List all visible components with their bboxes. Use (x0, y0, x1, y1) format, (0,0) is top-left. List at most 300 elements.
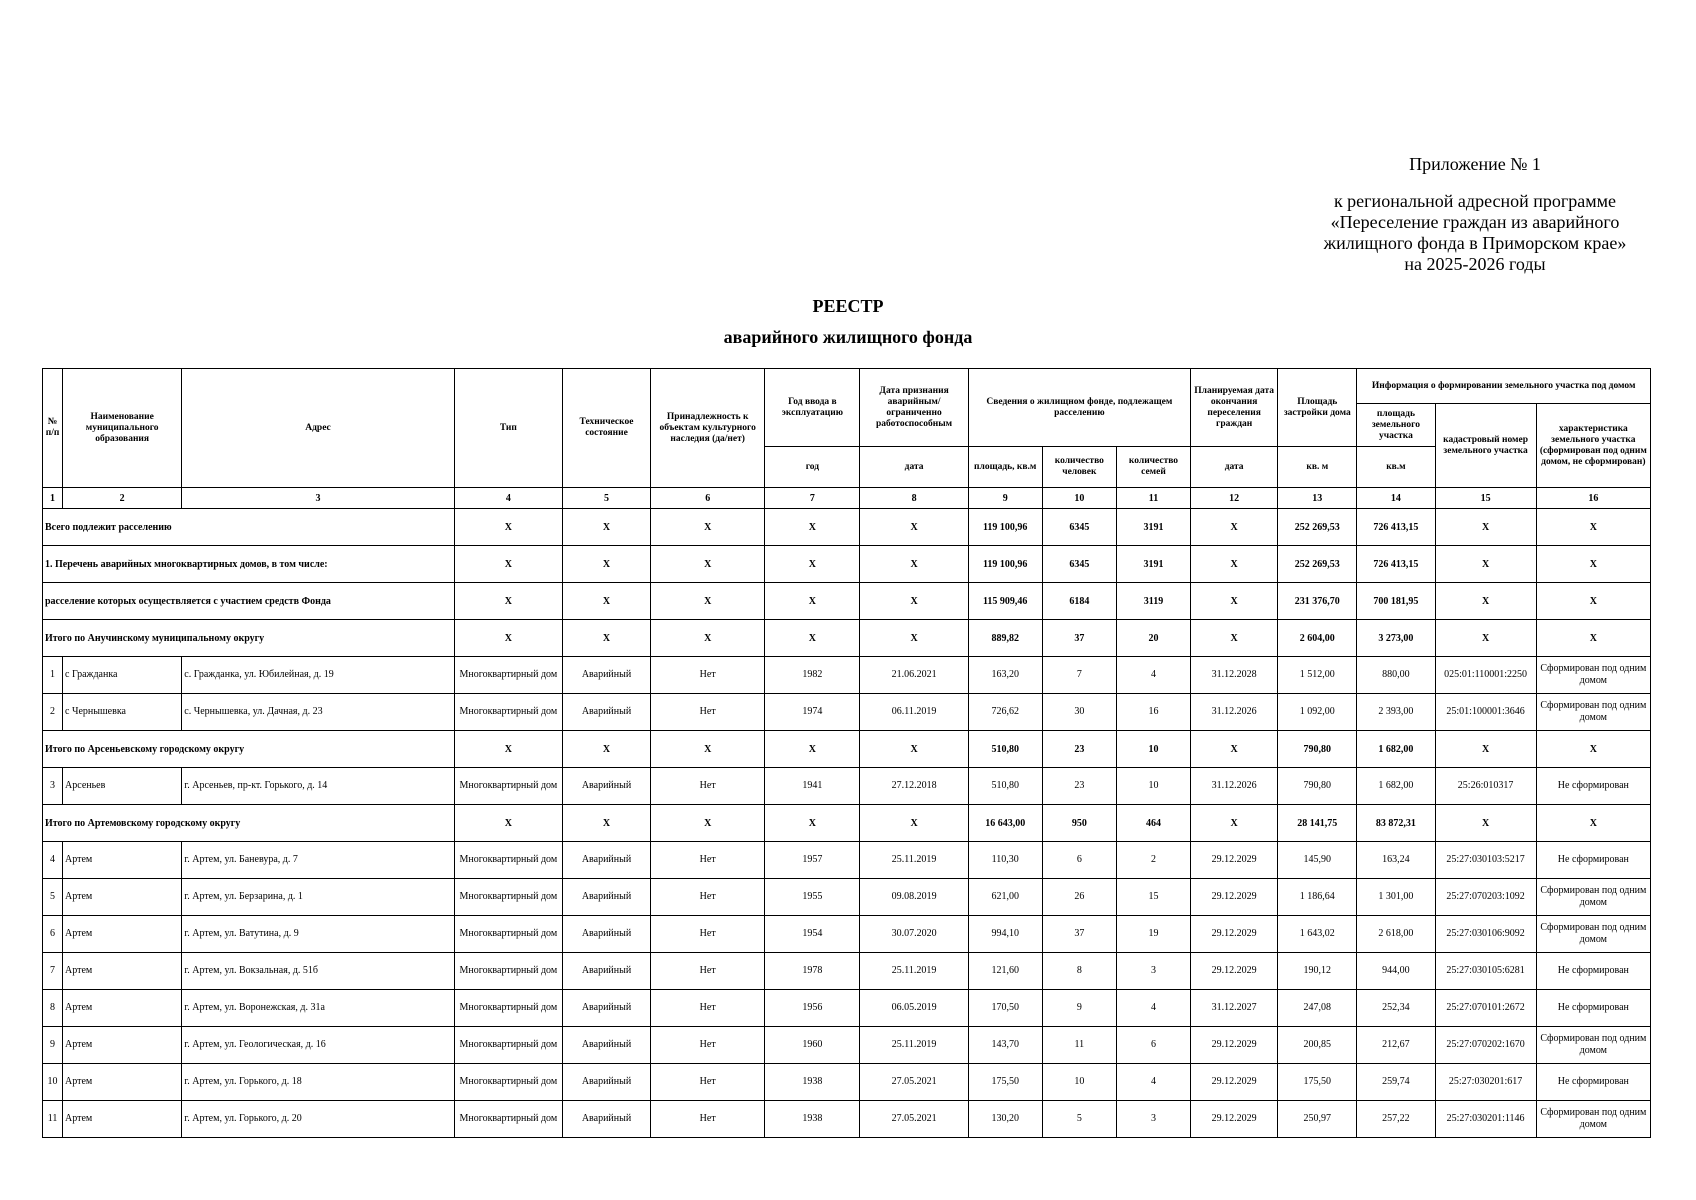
address-cell: г. Артем, ул. Ватутина, д. 9 (182, 916, 455, 953)
land-char-cell: Не сформирован (1536, 1064, 1650, 1101)
cell: X (651, 509, 765, 546)
cell: 950 (1042, 805, 1116, 842)
cell: 700 181,95 (1357, 583, 1435, 620)
build-area-cell: 1 186,64 (1278, 879, 1357, 916)
people-cell: 37 (1042, 916, 1116, 953)
land-area-cell: 259,74 (1357, 1064, 1435, 1101)
row-number: 10 (43, 1064, 63, 1101)
build-area-cell: 250,97 (1278, 1101, 1357, 1138)
column-number: 2 (63, 488, 182, 509)
families-cell: 3 (1116, 1101, 1190, 1138)
address-cell: г. Арсеньев, пр-кт. Горького, д. 14 (182, 768, 455, 805)
cell: X (454, 583, 562, 620)
column-number: 7 (765, 488, 860, 509)
cell: X (562, 509, 650, 546)
address-cell: г. Артем, ул. Воронежская, д. 31а (182, 990, 455, 1027)
type-cell: Многоквартирный дом (454, 1101, 562, 1138)
cell: X (1191, 509, 1278, 546)
build-area-cell: 175,50 (1278, 1064, 1357, 1101)
row-number: 7 (43, 953, 63, 990)
cell: X (651, 620, 765, 657)
cadastral-cell: 25:27:030105:6281 (1435, 953, 1536, 990)
cell: X (860, 509, 968, 546)
cell: X (562, 583, 650, 620)
area-cell: 994,10 (968, 916, 1042, 953)
families-cell: 4 (1116, 657, 1190, 694)
year-cell: 1982 (765, 657, 860, 694)
cell: 115 909,46 (968, 583, 1042, 620)
cell: X (562, 731, 650, 768)
heritage-cell: Нет (651, 1101, 765, 1138)
column-number: 16 (1536, 488, 1650, 509)
column-number: 15 (1435, 488, 1536, 509)
cell: X (651, 546, 765, 583)
column-number: 12 (1191, 488, 1278, 509)
cell: 3 273,00 (1357, 620, 1435, 657)
state-cell: Аварийный (562, 953, 650, 990)
column-number: 4 (454, 488, 562, 509)
heritage-cell: Нет (651, 953, 765, 990)
header-tech-state: Техническое состояние (562, 369, 650, 488)
state-cell: Аварийный (562, 1064, 650, 1101)
year-cell: 1960 (765, 1027, 860, 1064)
cell: 231 376,70 (1278, 583, 1357, 620)
table-row (43, 694, 1651, 731)
cell: 83 872,31 (1357, 805, 1435, 842)
year-cell: 1938 (765, 1064, 860, 1101)
column-number: 10 (1042, 488, 1116, 509)
planned-date-cell: 29.12.2029 (1191, 916, 1278, 953)
header-planned-date: Планируемая дата окончания переселения граждан (1191, 369, 1278, 447)
cell: 6184 (1042, 583, 1116, 620)
column-number: 1 (43, 488, 63, 509)
cell: 2 604,00 (1278, 620, 1357, 657)
cell: 510,80 (968, 731, 1042, 768)
cell: X (651, 805, 765, 842)
type-cell: Многоквартирный дом (454, 657, 562, 694)
cadastral-cell: 25:27:030201:1146 (1435, 1101, 1536, 1138)
cell: X (765, 620, 860, 657)
heritage-cell: Нет (651, 842, 765, 879)
families-cell: 19 (1116, 916, 1190, 953)
row-number: 2 (43, 694, 63, 731)
cell: X (1536, 805, 1650, 842)
header-unit-families: количество семей (1116, 447, 1190, 488)
municipality-cell: Арсеньев (63, 768, 182, 805)
municipality-cell: с Чернышевка (63, 694, 182, 731)
land-area-cell: 257,22 (1357, 1101, 1435, 1138)
header-unit-date: дата (860, 447, 968, 488)
area-cell: 163,20 (968, 657, 1042, 694)
cell: X (1536, 731, 1650, 768)
cadastral-cell: 25:27:030106:9092 (1435, 916, 1536, 953)
header-num: № п/п (43, 369, 63, 488)
cell: X (765, 805, 860, 842)
people-cell: 6 (1042, 842, 1116, 879)
land-area-cell: 2 618,00 (1357, 916, 1435, 953)
cell: X (1536, 583, 1650, 620)
header-unit-people: количество человек (1042, 447, 1116, 488)
heritage-cell: Нет (651, 879, 765, 916)
document-title: РЕЕСТР (812, 296, 884, 316)
municipality-cell: Артем (63, 916, 182, 953)
people-cell: 10 (1042, 1064, 1116, 1101)
row-number: 6 (43, 916, 63, 953)
cell: 464 (1116, 805, 1190, 842)
header-land-char: характеристика земельного участка (сформирован под одним домом, не сформирован) (1536, 404, 1650, 488)
cell: X (765, 583, 860, 620)
year-cell: 1957 (765, 842, 860, 879)
heritage-cell: Нет (651, 657, 765, 694)
build-area-cell: 790,80 (1278, 768, 1357, 805)
date-cell: 27.12.2018 (860, 768, 968, 805)
cell: X (1536, 509, 1650, 546)
column-number: 11 (1116, 488, 1190, 509)
families-cell: 15 (1116, 879, 1190, 916)
table-row (43, 916, 1651, 953)
land-area-cell: 2 393,00 (1357, 694, 1435, 731)
type-cell: Многоквартирный дом (454, 953, 562, 990)
build-area-cell: 1 643,02 (1278, 916, 1357, 953)
table-row (43, 768, 1651, 805)
land-char-cell: Не сформирован (1536, 768, 1650, 805)
type-cell: Многоквартирный дом (454, 1027, 562, 1064)
land-char-cell: Сформирован под одним домом (1536, 1101, 1650, 1138)
land-char-cell: Сформирован под одним домом (1536, 657, 1650, 694)
cell: 1 682,00 (1357, 731, 1435, 768)
planned-date-cell: 29.12.2029 (1191, 879, 1278, 916)
year-cell: 1956 (765, 990, 860, 1027)
summary-label: Итого по Артемовскому городскому округу (43, 805, 455, 842)
summary-row-list (43, 546, 1651, 583)
heritage-cell: Нет (651, 768, 765, 805)
cell: 252 269,53 (1278, 509, 1357, 546)
area-cell: 175,50 (968, 1064, 1042, 1101)
type-cell: Многоквартирный дом (454, 990, 562, 1027)
cell: X (860, 805, 968, 842)
cell: X (454, 509, 562, 546)
header-housing-info: Сведения о жилищном фонде, подлежащем расселению (968, 369, 1190, 447)
date-cell: 06.11.2019 (860, 694, 968, 731)
address-cell: с. Чернышевка, ул. Дачная, д. 23 (182, 694, 455, 731)
date-cell: 27.05.2021 (860, 1101, 968, 1138)
column-number: 14 (1357, 488, 1435, 509)
state-cell: Аварийный (562, 657, 650, 694)
cell: X (860, 620, 968, 657)
column-number: 9 (968, 488, 1042, 509)
type-cell: Многоквартирный дом (454, 694, 562, 731)
year-cell: 1954 (765, 916, 860, 953)
year-cell: 1941 (765, 768, 860, 805)
state-cell: Аварийный (562, 842, 650, 879)
cell: X (1191, 583, 1278, 620)
header-unit-year: год (765, 447, 860, 488)
appendix-line: «Переселение граждан из аварийного (1330, 212, 1620, 232)
land-char-cell: Не сформирован (1536, 842, 1650, 879)
summary-row-arsenyev (43, 731, 1651, 768)
summary-label: Всего подлежит расселению (43, 509, 455, 546)
table-row (43, 1027, 1651, 1064)
state-cell: Аварийный (562, 1101, 650, 1138)
heritage-cell: Нет (651, 1027, 765, 1064)
column-number: 6 (651, 488, 765, 509)
type-cell: Многоквартирный дом (454, 879, 562, 916)
families-cell: 6 (1116, 1027, 1190, 1064)
state-cell: Аварийный (562, 990, 650, 1027)
municipality-cell: Артем (63, 1101, 182, 1138)
municipality-cell: Артем (63, 842, 182, 879)
people-cell: 11 (1042, 1027, 1116, 1064)
year-cell: 1974 (765, 694, 860, 731)
state-cell: Аварийный (562, 879, 650, 916)
cell: X (1191, 805, 1278, 842)
year-cell: 1955 (765, 879, 860, 916)
cadastral-cell: 25:27:070202:1670 (1435, 1027, 1536, 1064)
cadastral-cell: 25:27:030103:5217 (1435, 842, 1536, 879)
heritage-cell: Нет (651, 694, 765, 731)
land-char-cell: Сформирован под одним домом (1536, 1027, 1650, 1064)
table-row (43, 990, 1651, 1027)
header-heritage: Принадлежность к объектам культурного наследия (да/нет) (651, 369, 765, 488)
cell: 6345 (1042, 546, 1116, 583)
land-area-cell: 163,24 (1357, 842, 1435, 879)
state-cell: Аварийный (562, 916, 650, 953)
heritage-cell: Нет (651, 990, 765, 1027)
area-cell: 510,80 (968, 768, 1042, 805)
header-address: Адрес (182, 369, 455, 488)
row-number: 1 (43, 657, 63, 694)
planned-date-cell: 29.12.2029 (1191, 1064, 1278, 1101)
type-cell: Многоквартирный дом (454, 842, 562, 879)
header-cadastral: кадастровый номер земельного участка (1435, 404, 1536, 488)
area-cell: 121,60 (968, 953, 1042, 990)
cell: 3191 (1116, 546, 1190, 583)
type-cell: Многоквартирный дом (454, 768, 562, 805)
column-number: 13 (1278, 488, 1357, 509)
state-cell: Аварийный (562, 1027, 650, 1064)
planned-date-cell: 29.12.2029 (1191, 953, 1278, 990)
header-year-built: Год ввода в эксплуатацию (765, 369, 860, 447)
cell: 726 413,15 (1357, 509, 1435, 546)
row-number: 9 (43, 1027, 63, 1064)
build-area-cell: 1 512,00 (1278, 657, 1357, 694)
planned-date-cell: 31.12.2026 (1191, 768, 1278, 805)
date-cell: 30.07.2020 (860, 916, 968, 953)
cell: X (1435, 620, 1536, 657)
header-land-area: площадь земельного участка (1357, 404, 1435, 447)
area-cell: 726,62 (968, 694, 1042, 731)
address-cell: г. Артем, ул. Горького, д. 18 (182, 1064, 455, 1101)
people-cell: 30 (1042, 694, 1116, 731)
land-area-cell: 212,67 (1357, 1027, 1435, 1064)
cell: X (651, 583, 765, 620)
land-area-cell: 944,00 (1357, 953, 1435, 990)
appendix-number: Приложение № 1 (1409, 154, 1541, 174)
municipality-cell: Артем (63, 879, 182, 916)
build-area-cell: 190,12 (1278, 953, 1357, 990)
cell: 23 (1042, 731, 1116, 768)
area-cell: 110,30 (968, 842, 1042, 879)
cell: X (651, 731, 765, 768)
summary-row-artem (43, 805, 1651, 842)
summary-row-total (43, 509, 1651, 546)
cell: X (562, 620, 650, 657)
families-cell: 10 (1116, 768, 1190, 805)
cell: X (1435, 805, 1536, 842)
cell: X (562, 546, 650, 583)
build-area-cell: 145,90 (1278, 842, 1357, 879)
cell: X (765, 546, 860, 583)
cadastral-cell: 25:26:010317 (1435, 768, 1536, 805)
people-cell: 5 (1042, 1101, 1116, 1138)
table-row (43, 879, 1651, 916)
cell: X (1536, 546, 1650, 583)
cell: 3191 (1116, 509, 1190, 546)
municipality-cell: Артем (63, 990, 182, 1027)
land-area-cell: 880,00 (1357, 657, 1435, 694)
cell: 119 100,96 (968, 546, 1042, 583)
header-municipality: Наименование муниципального образования (63, 369, 182, 488)
land-area-cell: 1 301,00 (1357, 879, 1435, 916)
cadastral-cell: 25:27:070101:2672 (1435, 990, 1536, 1027)
summary-row-fund (43, 583, 1651, 620)
address-cell: г. Артем, ул. Вокзальная, д. 51б (182, 953, 455, 990)
address-cell: г. Артем, ул. Баневура, д. 7 (182, 842, 455, 879)
address-cell: г. Артем, ул. Берзарина, д. 1 (182, 879, 455, 916)
cell: X (1435, 583, 1536, 620)
header-emergency-date: Дата признания аварийным/ ограниченно работоспособным (860, 369, 968, 447)
year-cell: 1938 (765, 1101, 860, 1138)
municipality-cell: Артем (63, 953, 182, 990)
registry-table (42, 368, 1651, 1138)
date-cell: 25.11.2019 (860, 1027, 968, 1064)
cadastral-cell: 025:01:110001:2250 (1435, 657, 1536, 694)
cell: 790,80 (1278, 731, 1357, 768)
people-cell: 26 (1042, 879, 1116, 916)
cell: X (1435, 731, 1536, 768)
type-cell: Многоквартирный дом (454, 916, 562, 953)
column-number: 5 (562, 488, 650, 509)
table-row (43, 1064, 1651, 1101)
planned-date-cell: 31.12.2027 (1191, 990, 1278, 1027)
land-char-cell: Сформирован под одним домом (1536, 916, 1650, 953)
land-char-cell: Не сформирован (1536, 953, 1650, 990)
address-cell: г. Артем, ул. Горького, д. 20 (182, 1101, 455, 1138)
planned-date-cell: 31.12.2026 (1191, 694, 1278, 731)
header-unit-kvm: кв. м (1278, 447, 1357, 488)
cell: X (1435, 546, 1536, 583)
appendix-line: на 2025-2026 годы (1404, 254, 1546, 274)
cell: X (454, 805, 562, 842)
cadastral-cell: 25:27:030201:617 (1435, 1064, 1536, 1101)
row-number: 3 (43, 768, 63, 805)
area-cell: 621,00 (968, 879, 1042, 916)
cell: X (454, 546, 562, 583)
date-cell: 09.08.2019 (860, 879, 968, 916)
row-number: 4 (43, 842, 63, 879)
appendix-line: жилищного фонда в Приморском крае» (1323, 233, 1627, 253)
date-cell: 21.06.2021 (860, 657, 968, 694)
land-char-cell: Сформирован под одним домом (1536, 879, 1650, 916)
address-cell: с. Гражданка, ул. Юбилейная, д. 19 (182, 657, 455, 694)
date-cell: 27.05.2021 (860, 1064, 968, 1101)
planned-date-cell: 29.12.2029 (1191, 842, 1278, 879)
cell: X (860, 546, 968, 583)
summary-label: Итого по Арсеньевскому городскому округу (43, 731, 455, 768)
table-row (43, 657, 1651, 694)
build-area-cell: 1 092,00 (1278, 694, 1357, 731)
column-numbers-row (43, 488, 1651, 509)
table-row (43, 953, 1651, 990)
cadastral-cell: 25:27:070203:1092 (1435, 879, 1536, 916)
table-row (43, 842, 1651, 879)
appendix-line: к региональной адресной программе (1333, 191, 1617, 211)
families-cell: 4 (1116, 990, 1190, 1027)
area-cell: 130,20 (968, 1101, 1042, 1138)
municipality-cell: Артем (63, 1064, 182, 1101)
header-unit-area: площадь, кв.м (968, 447, 1042, 488)
date-cell: 25.11.2019 (860, 842, 968, 879)
cell: X (454, 731, 562, 768)
cell: 889,82 (968, 620, 1042, 657)
cell: X (1435, 509, 1536, 546)
header-build-area: Площадь застройки дома (1278, 369, 1357, 447)
summary-label: 1. Перечень аварийных многоквартирных домов, в том числе: (43, 546, 455, 583)
cell: X (860, 731, 968, 768)
people-cell: 23 (1042, 768, 1116, 805)
cell: X (454, 620, 562, 657)
cell: 119 100,96 (968, 509, 1042, 546)
people-cell: 9 (1042, 990, 1116, 1027)
row-number: 8 (43, 990, 63, 1027)
cell: 252 269,53 (1278, 546, 1357, 583)
cell: 37 (1042, 620, 1116, 657)
row-number: 11 (43, 1101, 63, 1138)
municipality-cell: Артем (63, 1027, 182, 1064)
area-cell: 170,50 (968, 990, 1042, 1027)
document-subtitle: аварийного жилищного фонда (723, 327, 973, 347)
heritage-cell: Нет (651, 916, 765, 953)
cell: 20 (1116, 620, 1190, 657)
appendix-block (1290, 154, 1660, 275)
people-cell: 8 (1042, 953, 1116, 990)
summary-label: Итого по Анучинскому муниципальному округу (43, 620, 455, 657)
table-row (43, 1101, 1651, 1138)
people-cell: 7 (1042, 657, 1116, 694)
header-unit-date2: дата (1191, 447, 1278, 488)
cadastral-cell: 25:01:100001:3646 (1435, 694, 1536, 731)
area-cell: 143,70 (968, 1027, 1042, 1064)
cell: 726 413,15 (1357, 546, 1435, 583)
cell: X (765, 731, 860, 768)
address-cell: г. Артем, ул. Геологическая, д. 16 (182, 1027, 455, 1064)
type-cell: Многоквартирный дом (454, 1064, 562, 1101)
families-cell: 2 (1116, 842, 1190, 879)
families-cell: 3 (1116, 953, 1190, 990)
date-cell: 25.11.2019 (860, 953, 968, 990)
cell: 10 (1116, 731, 1190, 768)
build-area-cell: 200,85 (1278, 1027, 1357, 1064)
build-area-cell: 247,08 (1278, 990, 1357, 1027)
state-cell: Аварийный (562, 694, 650, 731)
header-land-info: Информация о формировании земельного участка под домом (1357, 369, 1651, 404)
cell: X (1191, 731, 1278, 768)
cell: X (562, 805, 650, 842)
summary-label: расселение которых осуществляется с участием средств Фонда (43, 583, 455, 620)
families-cell: 16 (1116, 694, 1190, 731)
summary-row-anuchino (43, 620, 1651, 657)
cell: 28 141,75 (1278, 805, 1357, 842)
